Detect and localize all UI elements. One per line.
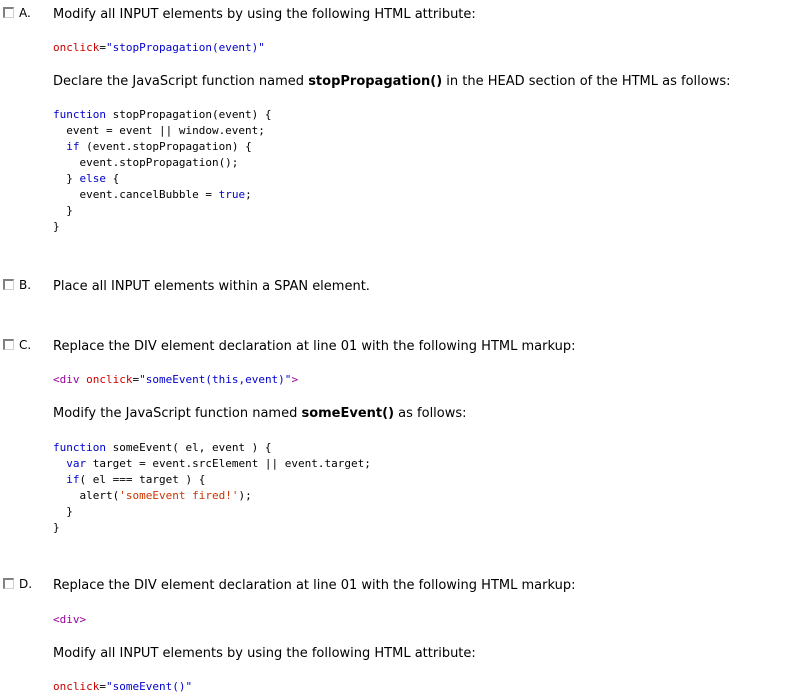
option-c-intro: Replace the DIV element declaration at line 01 with the following HTML markup: [53, 339, 576, 354]
code-line: event = event || window.event; [53, 124, 265, 137]
option-d-markup: <div> [53, 613, 87, 626]
option-c-letter: C. [19, 338, 32, 352]
option-a-attribute: onclick="stopPropagation(event)" [53, 41, 265, 54]
code-line: } [53, 521, 60, 534]
code-line: event.stopPropagation(); [53, 156, 239, 169]
option-c-code [53, 440, 371, 536]
option-d-checkbox[interactable] [3, 578, 14, 589]
option-d-intro: Replace the DIV element declaration at line 01 with the following HTML markup: [53, 578, 576, 593]
code-line: } [53, 204, 73, 217]
option-a-checkbox[interactable] [3, 7, 14, 18]
option-d-attribute: onclick="someEvent()" [53, 680, 193, 693]
option-a-letter: A. [19, 6, 31, 20]
option-b-checkbox[interactable] [3, 279, 14, 290]
code-line: alert('someEvent fired!'); [53, 489, 252, 502]
code-line: } else { [53, 172, 120, 185]
option-d-modify: Modify all INPUT elements by using the following HTML attribute: [53, 646, 476, 661]
option-b-text: Place all INPUT elements within a SPAN element. [53, 279, 370, 294]
code-line: event.cancelBubble = true; [53, 188, 252, 201]
option-a-declare: Declare the JavaScript function named stopPropagation() in the HEAD section of the HTML as follows: [53, 74, 731, 89]
code-line: function someEvent( el, event ) { [53, 441, 272, 454]
code-line: var target = event.srcElement || event.target; [66, 457, 371, 470]
code-line: if( el === target ) { [66, 473, 206, 486]
code-line: } [53, 220, 60, 233]
code-line: if (event.stopPropagation) { [66, 140, 252, 153]
option-b-letter: B. [19, 278, 32, 292]
option-c-checkbox[interactable] [3, 339, 14, 350]
option-d-letter: D. [19, 577, 33, 591]
option-a-intro: Modify all INPUT elements by using the following HTML attribute: [53, 7, 476, 22]
option-c-markup: <div onclick="someEvent(this,event)"> [53, 373, 299, 386]
code-line: } [53, 505, 73, 518]
option-c-modify: Modify the JavaScript function named someEvent() as follows: [53, 406, 467, 421]
option-a-code [53, 107, 272, 235]
code-line: function stopPropagation(event) { [53, 108, 272, 121]
